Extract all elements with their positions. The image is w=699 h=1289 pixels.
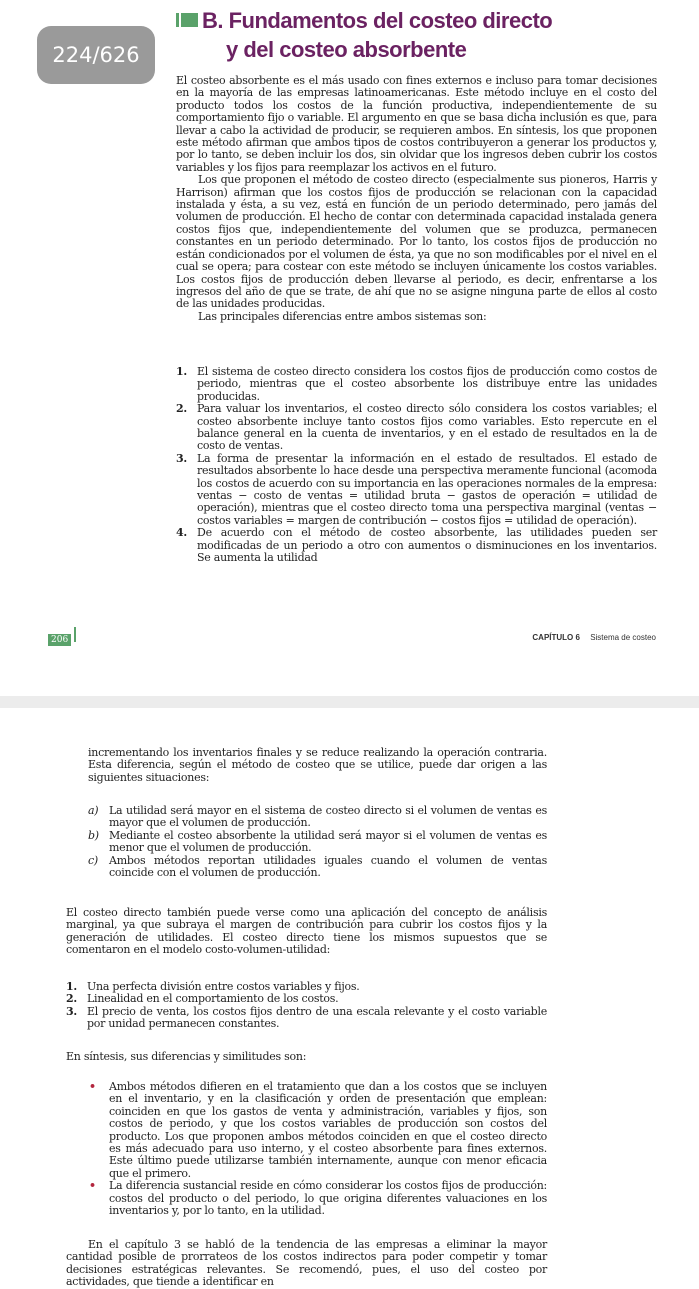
list-item: 3. El precio de venta, los costos fijos dentro de una escala relevante y el costo variable por unidad permanecen constantes. (66, 1004, 547, 1031)
page-counter-text: 224/626 (52, 43, 140, 67)
closing-paragraph: En el capítulo 3 se habló de la tendencia de las empresas a eliminar la mayor cantidad posible de prorrateos de los costos indirectos para poder competir y tomar decisiones estratégicas relevantes. Se recomendó, pues, el uso del costeo por actividades, que tiende a identificar en (66, 1238, 547, 1289)
similarities-list (88, 1081, 547, 1217)
page-separator (0, 696, 699, 708)
page-folio (48, 627, 71, 646)
folio-rule (74, 627, 76, 642)
continuation-paragraph: incrementando los inventarios finales y se reduce realizando la operación contraria. Esta diferencia, según el método de costeo que se utilice, puede dar origen a las siguientes situaciones: (88, 746, 547, 784)
paragraph-diferencias-intro: Las principales diferencias entre ambos sistemas son: (198, 309, 487, 323)
bullet-icon: • (89, 1179, 96, 1193)
list-item: 2. Linealidad en el comportamiento de los costos. (66, 992, 339, 1006)
list-item: • Ambos métodos difieren en el tratamiento que dan a los costos que se incluyen en el inventario, y en la clasificación y orden de presentación que emplean: coinciden en que los gastos de venta y administración, variables y fijos, son costos de periodo, y que los costos variables de producción son costos del producto. Los que proponen ambos métodos coinciden en que el costeo directo es más adecuado para uso interno, y el costeo absorbente para fines externos. Este último puede utilizarse también internamente, aunque con menor eficacia que el primero. (89, 1080, 547, 1180)
list-item: a) La utilidad será mayor en el sistema de costeo directo si el volumen de ventas es mayor que el volumen de producción. (88, 804, 547, 830)
list-item: c) Ambos métodos reportan utilidades iguales cuando el volumen de ventas coincide con el volumen de producción. (88, 853, 547, 880)
list-item: b) Mediante el costeo absorbente la utilidad será mayor si el volumen de ventas es menor que el volumen de producción. (88, 828, 547, 855)
differences-list (176, 366, 657, 565)
paragraph-absorbente: El costeo absorbente es el más usado con fines externos e incluso para tomar decisiones en la mayoría de las empresas latinoamericanas. Este método incluye en el costo del producto todos los costos de la función productiva, independientemente de su comportamiento fijo o variable. El argumento en que se basa dicha inclusión es que, para llevar a cabo la actividad de producir, se requieren ambos. En síntesis, los que proponen este método afirman que ambos tipos de costos contribuyeron a generar los productos y, por lo tanto, se deben incluir los dos, sin olvidar que los ingresos deben cubrir los costos variables y los fijos para reemplazar los activos en el futuro. (176, 74, 657, 174)
list-item: 2. Para valuar los inventarios, el costeo directo sólo considera los costos variables; el costeo absorbente incluye tanto costos fijos como variables. Esto repercute en el balance general en la cuenta de inventarios, y en el estado de resultados en la de costo de ventas. (176, 402, 657, 453)
chapter-label: CAPÍTULO 6 (532, 633, 580, 642)
chapter-title: Sistema de costeo (590, 633, 656, 642)
list-item: 1. El sistema de costeo directo considera los costos fijos de producción como costos de periodo, mientras que el costeo absorbente los distribuye entre las unidades producidas. (176, 365, 657, 403)
list-item: 1. Una perfecta división entre costos variables y fijos. (66, 980, 360, 993)
list-item: 4. De acuerdo con el método de costeo absorbente, las utilidades pueden ser modificadas de un periodo a otro con aumentos o disminuciones en los inventarios. Se aumenta la utilidad (176, 526, 657, 565)
situations-list (88, 805, 547, 879)
chapter-running-head (532, 633, 656, 642)
book-page-207 (0, 708, 699, 1289)
folio-number: 206 (48, 634, 71, 646)
list-item: 3. La forma de presentar la información en el estado de resultados. El estado de resultados absorbente lo hace desde una perspectiva meramente funcional (acomoda los costos de acuerdo con su importancia en las operaciones normales de la empresa: ventas − costo de ventas = utilidad bruta − gastos de operación = utilidad de operación), mientras que el costeo directo toma una perspectiva marginal (ventas − costos variables = margen de contribución − costos fijos = utilidad de operación). (176, 451, 657, 527)
summary-intro: En síntesis, sus diferencias y similitudes son: (66, 1050, 307, 1063)
paragraph-directo: Los que proponen el método de costeo directo (especialmente sus pioneros, Harris y Harrison) afirman que los costos fijos de producción se relacionan con la capacidad instalada y ésta, a su vez, está en función de un periodo determinado, pero jamás del volumen de producción. El hecho de contar con determinada capacidad instalada genera costos fijos que, independientemente del volumen que se produzca, permanecen constantes en un periodo determinado. Por lo tanto, los costos fijos de producción no están condicionados por el volumen de ésta, ya que no son modificables por el nivel en el cual se opera; para costear con este método se incluyen únicamente los costos variables. Los costos fijos de producción deben llevarse al periodo, es decir, enfrentarse a los ingresos del año de que se trate, de ahí que no se asigne ninguna parte de ellos al costo de las unidades producidas. (176, 173, 657, 311)
bullet-icon: • (89, 1080, 96, 1093)
section-heading-line2: y del costeo absorbente (226, 37, 467, 62)
page-counter-badge (37, 26, 155, 84)
section-heading (202, 6, 602, 64)
section-heading-line1: B. Fundamentos del costeo directo (202, 8, 553, 33)
intro-paragraphs (176, 75, 657, 323)
cvu-paragraph: El costeo directo también puede verse como una aplicación del concepto de análisis marginal, ya que subraya el margen de contribución para cubrir los costos fijos y la generación de utilidades. El costeo directo tiene los mismos supuestos que se comentaron en el modelo costo-volumen-utilidad: (66, 906, 547, 957)
list-item: • La diferencia sustancial reside en cómo considerar los costos fijos de producción: costos del producto o del periodo, lo que origina diferentes valuaciones en los inventarios y, por lo tanto, en la utilidad. (89, 1179, 547, 1218)
assumptions-list (66, 981, 547, 1031)
